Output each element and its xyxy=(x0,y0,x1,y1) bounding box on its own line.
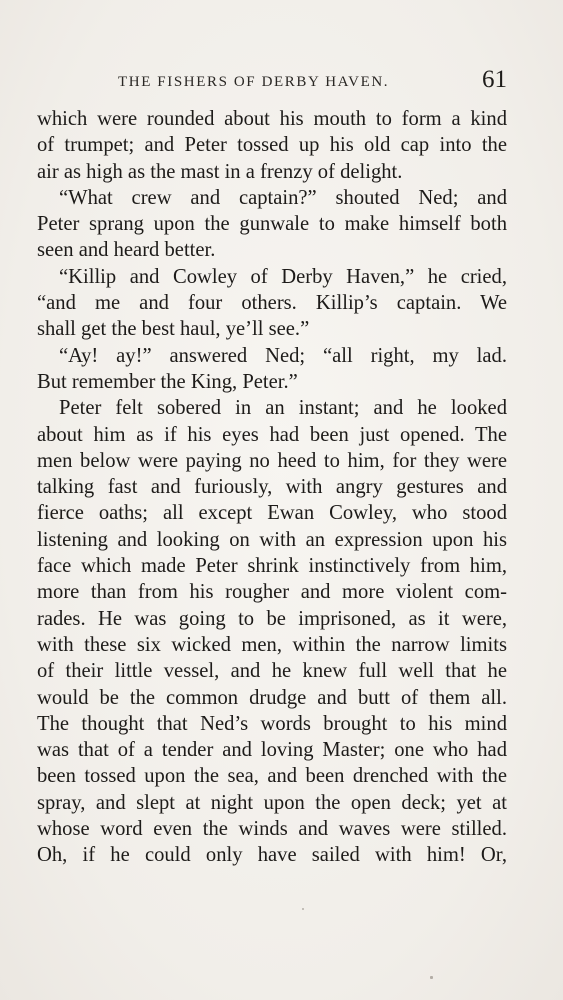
text-line: would be the common drudge and butt of them all. xyxy=(37,686,507,709)
text-line: seen and heard better. xyxy=(37,239,216,262)
paper-speck xyxy=(430,976,433,979)
paper-speck xyxy=(302,908,304,910)
text-line: about him as if his eyes had been just opened. The xyxy=(37,423,507,446)
text-line: “Killip and Cowley of Derby Haven,” he cried, xyxy=(59,265,507,288)
text-line: more than from his rougher and more violent com- xyxy=(37,581,507,604)
text-line: men below were paying no heed to him, for they were xyxy=(37,449,507,472)
page-number: 61 xyxy=(482,66,507,93)
text-line: “Ay! ay!” answered Ned; “all right, my lad. xyxy=(59,344,507,367)
text-line: which were rounded about his mouth to form a kind xyxy=(37,108,507,130)
text-line: of trumpet; and Peter tossed up his old cap into the xyxy=(37,134,507,157)
running-head: THE FISHERS OF DERBY HAVEN. xyxy=(118,74,390,90)
body-text xyxy=(37,106,507,869)
text-line: was that of a tender and loving Master; one who had xyxy=(37,739,507,762)
text-line: Peter felt sobered in an instant; and he looked xyxy=(59,397,507,420)
text-line: listening and looking on with an expression upon his xyxy=(37,528,507,551)
text-line: shall get the best haul, ye’ll see.” xyxy=(37,318,310,341)
text-line: fierce oaths; all except Ewan Cowley, who stood xyxy=(37,502,507,525)
text-line: of their little vessel, and he knew full well that he xyxy=(37,660,507,683)
text-line: Peter sprang upon the gunwale to make himself both xyxy=(37,213,507,236)
text-line: been tossed upon the sea, and been drenched with the xyxy=(37,765,507,788)
text-line: “and me and four others. Killip’s captain. We xyxy=(37,292,507,315)
text-line: rades. He was going to be imprisoned, as it were, xyxy=(37,607,507,630)
text-line: Oh, if he could only have sailed with him! Or, xyxy=(37,844,507,867)
text-line: with these six wicked men, within the narrow limits xyxy=(37,633,507,656)
text-line: “What crew and captain?” shouted Ned; and xyxy=(59,186,507,209)
text-line: spray, and slept at night upon the open deck; yet at xyxy=(37,791,507,814)
text-line: But remember the King, Peter.” xyxy=(37,370,298,393)
text-line: face which made Peter shrink instinctively from him, xyxy=(37,555,507,578)
text-line: air as high as the mast in a frenzy of delight. xyxy=(37,160,403,183)
text-line: talking fast and furiously, with angry gestures and xyxy=(37,476,507,499)
text-line: The thought that Ned’s words brought to his mind xyxy=(37,712,507,735)
page-header xyxy=(0,62,563,102)
text-line: whose word even the winds and waves were stilled. xyxy=(37,818,507,841)
